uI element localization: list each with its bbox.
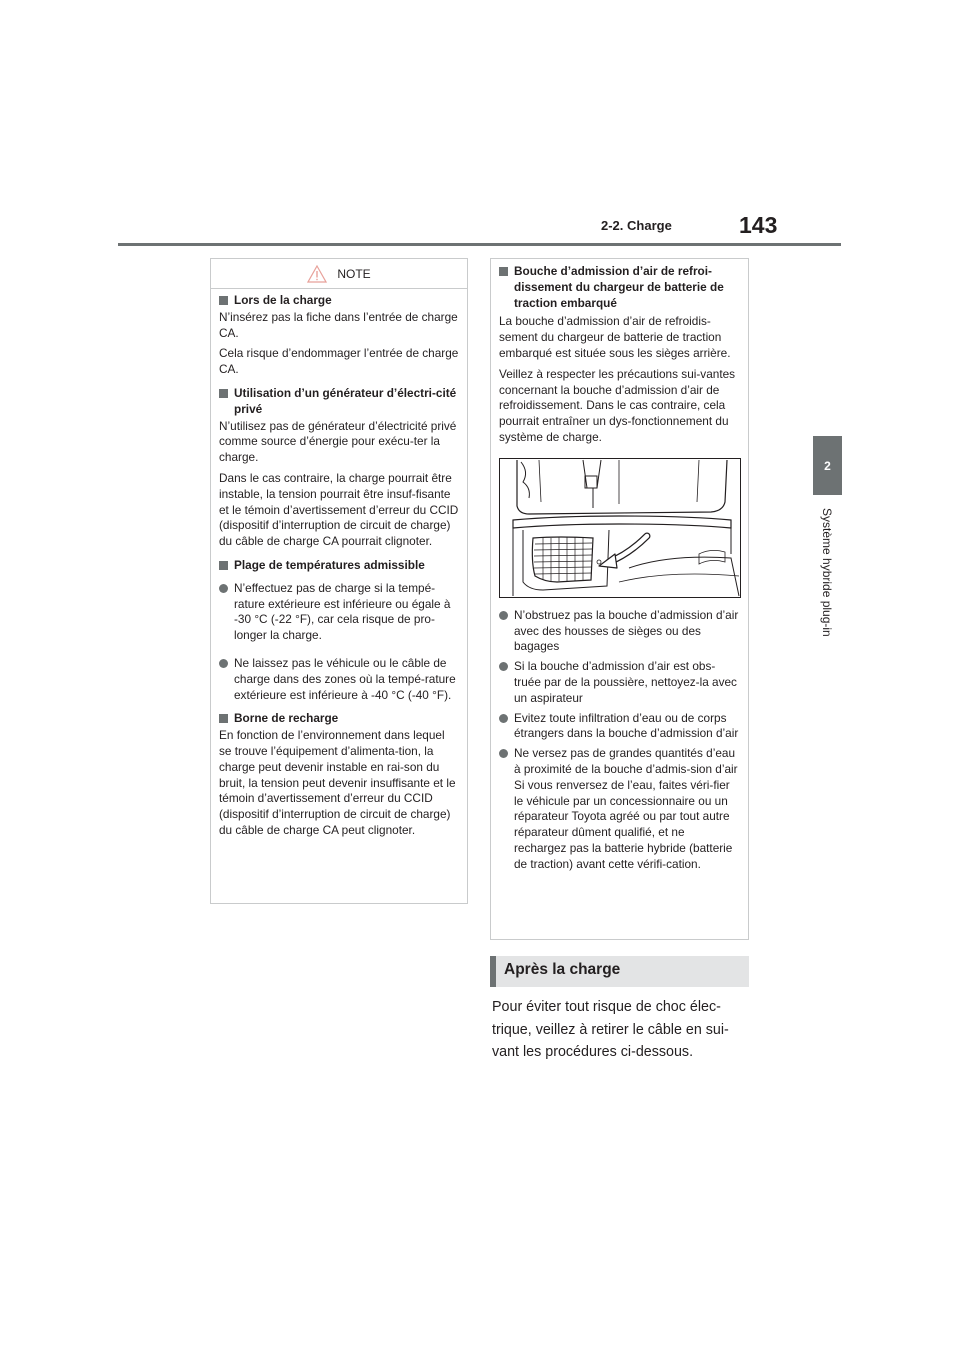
round-bullet-icon	[499, 662, 508, 671]
round-bullet-icon	[499, 749, 508, 758]
note-title: NOTE	[337, 266, 371, 281]
note-paragraph: Cela risque d’endommager l’entrée de charge CA.	[219, 346, 459, 377]
air-intake-box	[490, 258, 749, 940]
note-header	[211, 259, 467, 289]
list-item: N’effectuez pas de charge si la tempé-rature extérieure est inférieure ou égale à -30 °C (-22 °F), car cela risque de pro-longer la charge.	[219, 581, 459, 644]
section-title: 2-2. Charge	[601, 218, 672, 233]
round-bullet-icon	[219, 659, 228, 668]
note-paragraph: Dans le cas contraire, la charge pourrait être instable, la tension pourrait être insuf-fisante et le témoin d’avertissement d’erreur du CCID (dispositif d’interruption de circuit de charge) du câble de charge CA pourrait clignoter.	[219, 470, 459, 549]
box-paragraph: La bouche d’admission d’air de refroidis-sement du chargeur de batterie de traction embarqué est située sous les sièges arrière.	[499, 314, 731, 360]
header-rule	[118, 243, 841, 246]
square-bullet-icon	[219, 714, 228, 723]
heading-accent-bar	[490, 956, 496, 987]
chapter-title: Système hybride plug-in	[820, 508, 834, 637]
note-paragraph: En fonction de l’environnement dans lequel se trouve l’équipement d’alimenta-tion, la charge peut devenir instable en rai-son du bruit, la tension peut devenir insuffisante et le témoin d’avertissement d’erreur du CCID (dispositif d’interruption de circuit de charge) du câble de charge CA peut clignoter.	[219, 728, 456, 837]
after-charge-title: Après la charge	[504, 961, 621, 978]
chapter-tab	[813, 436, 842, 495]
list-item: N’obstruez pas la bouche d’admission d’air avec des housses de sièges ou des bagages	[499, 608, 740, 655]
after-charge-text: Pour éviter tout risque de choc élec-trique, veillez à retirer le câble en sui-vant les procédures ci-dessous.	[492, 999, 729, 1060]
section-heading-band	[490, 956, 749, 987]
square-bullet-icon	[219, 296, 228, 305]
square-bullet-icon	[219, 389, 228, 398]
list-item: Ne versez pas de grandes quantités d’eau à proximité de la bouche d’admis-sion d’air Si vous renversez de l’eau, faites véri-fier le véhicule par un concessionnaire ou un réparateur Toyota agréé ou par tout autre réparateur dûment qualifié, et ne rechargez pas la batterie hybride (batterie de traction) avant cette vérifi-cation.	[499, 746, 740, 872]
box-paragraph: Veillez à respecter les précautions sui-vantes concernant la bouche d’admission d’air de refroidissement. Dans le cas contraire, cela pourrait entraîner un dys-fonctionnement du système de charge.	[499, 366, 736, 444]
note-paragraph: N’utilisez pas de générateur d’électricité privé comme source d’énergie pour exécu-ter la charge.	[219, 418, 457, 465]
square-bullet-icon	[499, 267, 508, 276]
warning-icon	[307, 265, 327, 283]
list-item: Si la bouche d’admission d’air est obs-truée par de la poussière, nettoyez-la avec un aspirateur	[499, 659, 740, 706]
note-heading: Utilisation d’un générateur d’électri-cité privé	[219, 386, 459, 418]
note-heading: Lors de la charge	[219, 293, 459, 309]
round-bullet-icon	[499, 714, 508, 723]
air-intake-illustration	[499, 458, 741, 598]
list-item-extra: Si vous renversez de l’eau, faites véri-fier le véhicule par un concessionnaire ou un réparateur Toyota agréé ou par tout autre réparateur dûment qualifié, et ne rechargez pas la batterie hybride (batterie de traction) avant cette vérifi-cation.	[514, 777, 733, 871]
note-heading: Plage de températures admissible	[219, 558, 459, 574]
round-bullet-icon	[499, 611, 508, 620]
box-heading: Bouche d’admission d’air de refroi-dissement du chargeur de batterie de traction embarqué	[499, 264, 740, 311]
chapter-number: 2	[824, 458, 831, 473]
square-bullet-icon	[219, 561, 228, 570]
note-box	[210, 258, 468, 904]
list-item: Evitez toute infiltration d’eau ou de corps étrangers dans la bouche d’admission d’air	[499, 711, 740, 743]
note-heading: Borne de recharge	[219, 711, 459, 727]
round-bullet-icon	[219, 584, 228, 593]
list-item: Ne laissez pas le véhicule ou le câble de charge dans des zones où la tempé-rature extérieure est inférieure à -40 °C (-40 °F).	[219, 656, 459, 703]
page-number: 143	[739, 212, 778, 238]
note-paragraph: N’insérez pas la fiche dans l’entrée de charge CA.	[219, 309, 458, 340]
